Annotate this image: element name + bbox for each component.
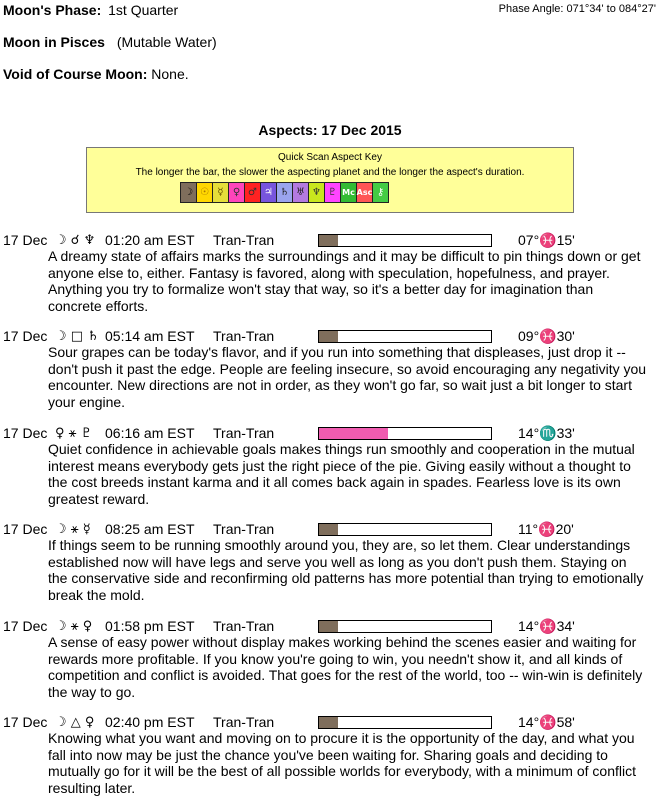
aspect-date: 17 Dec <box>3 232 48 248</box>
aspect-key-swatch: ♀ <box>228 183 244 202</box>
void-label: Void of Course Moon: <box>3 66 148 82</box>
aspect-position: 14°♓58' <box>518 714 575 730</box>
aspect-key-swatch: ♇ <box>324 183 340 202</box>
aspect-key-subtitle: The longer the bar, the slower the aspecting planet and the longer the aspect's duration. <box>135 167 525 178</box>
aspect-key-swatches <box>180 182 389 203</box>
void-of-course-row <box>3 66 189 82</box>
moon-sign-detail: (Mutable Water) <box>116 34 217 50</box>
aspect-planets: ♀ ⚹ ♇ <box>55 426 93 441</box>
aspect-duration-bar <box>318 523 492 536</box>
aspect-key-swatch: ⚷ <box>372 183 388 202</box>
aspect-duration-fill <box>319 524 338 535</box>
aspect-key-swatch: ♃ <box>260 183 276 202</box>
aspect-duration-bar <box>318 234 492 247</box>
aspect-key-swatch: ☿ <box>212 183 228 202</box>
aspect-description: Quiet confidence in achievable goals makes things run smoothly and cooperation in the mutual interest means everybody gets just the right piece of the pie. Giving easily without a thought to the cost breeds instant karma and it all comes back again in spades. Fearless love is its own greatest reward. <box>48 441 635 507</box>
aspect-duration-bar <box>318 716 492 729</box>
aspect-type: Tran-Tran <box>213 521 275 537</box>
aspect-date: 17 Dec <box>3 521 48 537</box>
aspect-key-swatch: Mc <box>340 183 356 202</box>
aspect-time: 02:40 pm EST <box>105 714 195 730</box>
moon-phase-row <box>3 2 178 18</box>
aspect-duration-fill <box>319 235 338 246</box>
aspect-description: Sour grapes can be today's flavor, and if you run into something that displeases, just drop it -- don't push it past the edge. People are feeling insecure, so avoid encouraging any negativity you encounter. New directions are not in order, as they won't go far, so wait just a bit longer to start your engine. <box>48 344 647 410</box>
aspect-duration-bar <box>318 330 492 343</box>
aspect-key-swatch: ☉ <box>196 183 212 202</box>
aspect-planets: ☽ ⚹ ☿ <box>55 522 91 537</box>
aspect-key-swatch: ♄ <box>276 183 292 202</box>
aspect-key-swatch: Asc <box>356 183 372 202</box>
moon-phase-value: 1st Quarter <box>108 2 179 18</box>
aspect-duration-fill <box>319 621 338 632</box>
aspect-key-box <box>86 147 574 213</box>
moon-phase-label: Moon's Phase: <box>3 2 102 18</box>
aspect-type: Tran-Tran <box>213 328 275 344</box>
aspect-type: Tran-Tran <box>213 232 275 248</box>
aspect-position: 14°♓34' <box>518 618 575 634</box>
aspect-date: 17 Dec <box>3 425 48 441</box>
aspects-title: Aspects: 17 Dec 2015 <box>258 122 402 138</box>
aspect-planets: ☽ △ ♀ <box>55 715 95 730</box>
aspect-duration-fill <box>319 331 338 342</box>
aspect-position: 07°♓15' <box>518 232 575 248</box>
aspect-key-swatch: ♆ <box>308 183 324 202</box>
aspect-position: 11°♓20' <box>518 521 574 537</box>
aspect-time: 01:58 pm EST <box>105 618 195 634</box>
aspect-description: A dreamy state of affairs marks the surroundings and it may be difficult to pin things down or get anyone else to, either. Fantasy is favored, along with speculation, hopefulness, and prayer. Anything you try to formalize won't stay that way, so it's a better day for imagination than concrete efforts. <box>48 248 641 314</box>
aspect-duration-fill <box>319 717 338 728</box>
phase-angle: Phase Angle: 071°34' to 084°27' <box>498 3 656 15</box>
aspect-planets: ☽ ☌ ♆ <box>55 233 96 248</box>
aspect-duration-bar <box>318 427 492 440</box>
aspect-time: 06:16 am EST <box>105 425 195 441</box>
aspect-position: 09°♓30' <box>518 328 575 344</box>
aspect-key-swatch: ♂ <box>244 183 260 202</box>
aspect-key-swatch: ☽ <box>181 183 196 202</box>
moon-sign: Moon in Pisces <box>3 34 105 50</box>
aspect-planets: ☽ ⚹ ♀ <box>55 619 93 634</box>
aspect-key-swatch: ♅ <box>292 183 308 202</box>
aspect-time: 01:20 am EST <box>105 232 195 248</box>
aspect-duration-bar <box>318 620 492 633</box>
aspect-planets: ☽ □ ♄ <box>55 329 99 344</box>
aspect-duration-fill <box>319 428 388 439</box>
aspect-position: 14°♏33' <box>518 425 575 441</box>
aspect-date: 17 Dec <box>3 328 48 344</box>
aspect-type: Tran-Tran <box>213 425 275 441</box>
aspect-date: 17 Dec <box>3 714 48 730</box>
aspect-description: Knowing what you want and moving on to procure it is the opportunity of the day, and what you fall into now may be just the chance you've been waiting for. Sharing goals and deciding to mutually go for it will be the best of all possible worlds for everybody, with a minimum of conflict resulting later. <box>48 730 636 796</box>
aspect-description: A sense of easy power without display makes working behind the scenes easier and waiting for rewards more profitable. If you know you're going to win, you needn't show it, and all kinds of competition and conflict is avoided. That goes for the rest of the world, too -- win-win is definitely the way to go. <box>48 634 643 700</box>
aspect-time: 05:14 am EST <box>105 328 195 344</box>
aspect-time: 08:25 am EST <box>105 521 195 537</box>
void-value: None. <box>151 66 189 82</box>
aspect-key-title: Quick Scan Aspect Key <box>278 152 382 163</box>
aspect-type: Tran-Tran <box>213 618 275 634</box>
aspect-type: Tran-Tran <box>213 714 275 730</box>
aspect-description: If things seem to be running smoothly around you, they are, so let them. Clear understandings established now will have legs and serve you well as long as you don't push them. Staying on the conservative side and reconfirming old patterns has more potential than trying to emotionally break the mold. <box>48 537 644 603</box>
moon-sign-row <box>3 34 217 50</box>
aspect-date: 17 Dec <box>3 618 48 634</box>
